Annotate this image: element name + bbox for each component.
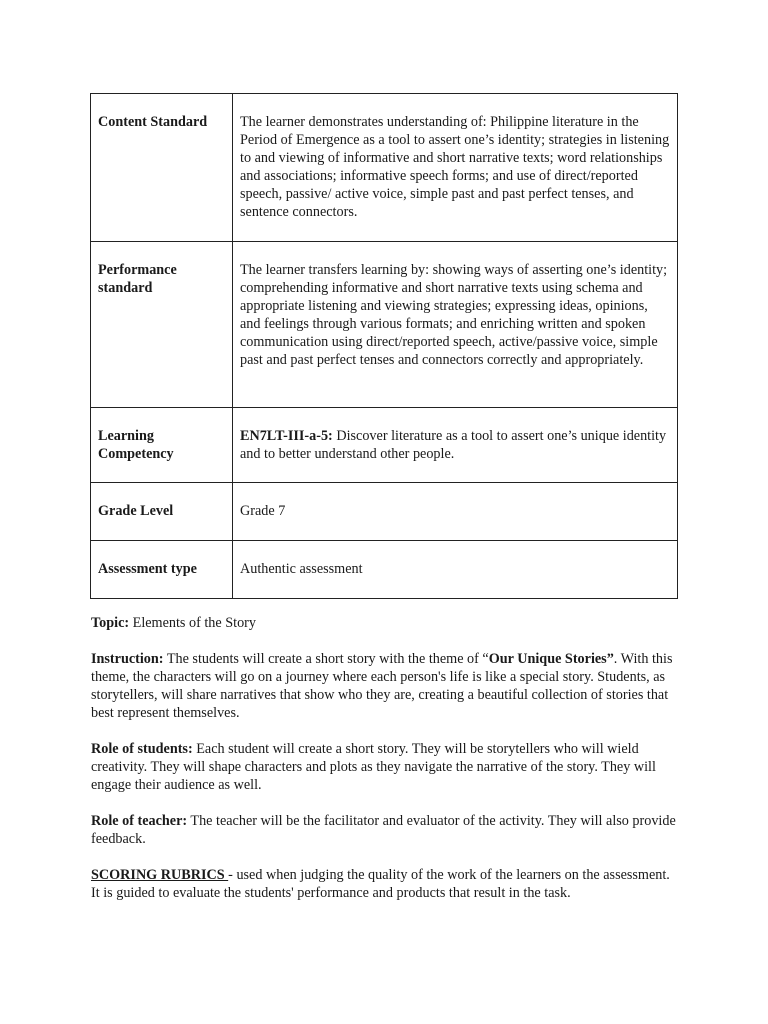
table-row-content-standard: [91, 94, 678, 242]
body-section: [91, 614, 681, 920]
role-teacher-paragraph: [91, 812, 681, 848]
role-teacher-label: Role of teacher:: [91, 813, 188, 829]
learning-competency-label: Learning Competency: [91, 408, 233, 483]
performance-standard-value: The learner transfers learning by: showing ways of asserting one’s identity; comprehending informative and short narrative texts using schema and appropriate listening and viewing strategies; expressing ideas, opinions, and feelings through various formats; and enriching written and spoken communication using direct/reported speech, active/passive voice, simple past and past perfect tenses and connectors correctly and appropriately.: [233, 242, 678, 408]
learning-competency-cell: [233, 408, 678, 483]
table-row-assessment-type: [91, 541, 678, 599]
role-students-paragraph: [91, 740, 681, 794]
scoring-paragraph: [91, 866, 681, 902]
grade-level-label: Grade Level: [91, 483, 233, 541]
competency-code: EN7LT-III-a-5:: [240, 428, 333, 444]
role-students-label: Role of students:: [91, 741, 193, 757]
instruction-text-before: The students will create a short story with the theme of “: [163, 651, 489, 667]
standards-table: [90, 93, 678, 599]
assessment-type-label: Assessment type: [91, 541, 233, 599]
scoring-text: - used when judging the quality of the work of the learners on the assessment. It is guided to evaluate the students' performance and products that result in the task.: [91, 867, 670, 901]
table-row-grade-level: [91, 483, 678, 541]
table-row-performance-standard: [91, 242, 678, 408]
instruction-paragraph: [91, 650, 681, 722]
learning-competency-value: Discover literature as a tool to assert one’s unique identity and to better understand other people.: [240, 428, 667, 462]
instruction-theme: Our Unique Stories”: [488, 651, 614, 667]
topic-label: Topic:: [91, 615, 130, 631]
scoring-label: SCORING RUBRICS: [91, 867, 229, 883]
assessment-type-value: Authentic assessment: [233, 541, 678, 599]
content-standard-value: The learner demonstrates understanding of: Philippine literature in the Period of Emergence as a tool to assert one’s identity; strategies in listening to and viewing of informative and short narrative texts; word relationships and associations; informative speech forms; and use of direct/reported speech, passive/ active voice, simple past and past perfect tenses, and sentence connectors.: [233, 94, 678, 242]
performance-standard-label: Performance standard: [91, 242, 233, 408]
content-standard-label: Content Standard: [91, 94, 233, 242]
table-row-learning-competency: [91, 408, 678, 483]
role-students-text: Each student will create a short story. They will be storytellers who will wield creativity. They will shape characters and plots as they navigate the narrative of the story. They will engage their audience as well.: [91, 741, 656, 793]
instruction-text-after: . With this theme, the characters will go on a journey where each person's life is like a special story. Students, as storytellers, will share narratives that show who they are, creating a beautiful collection of stories that best represent themselves.: [91, 651, 673, 721]
topic-paragraph: [91, 614, 681, 632]
topic-text: Elements of the Story: [129, 615, 256, 631]
instruction-label: Instruction:: [91, 651, 164, 667]
grade-level-value: Grade 7: [233, 483, 678, 541]
role-teacher-text: The teacher will be the facilitator and evaluator of the activity. They will also provide feedback.: [91, 813, 676, 847]
